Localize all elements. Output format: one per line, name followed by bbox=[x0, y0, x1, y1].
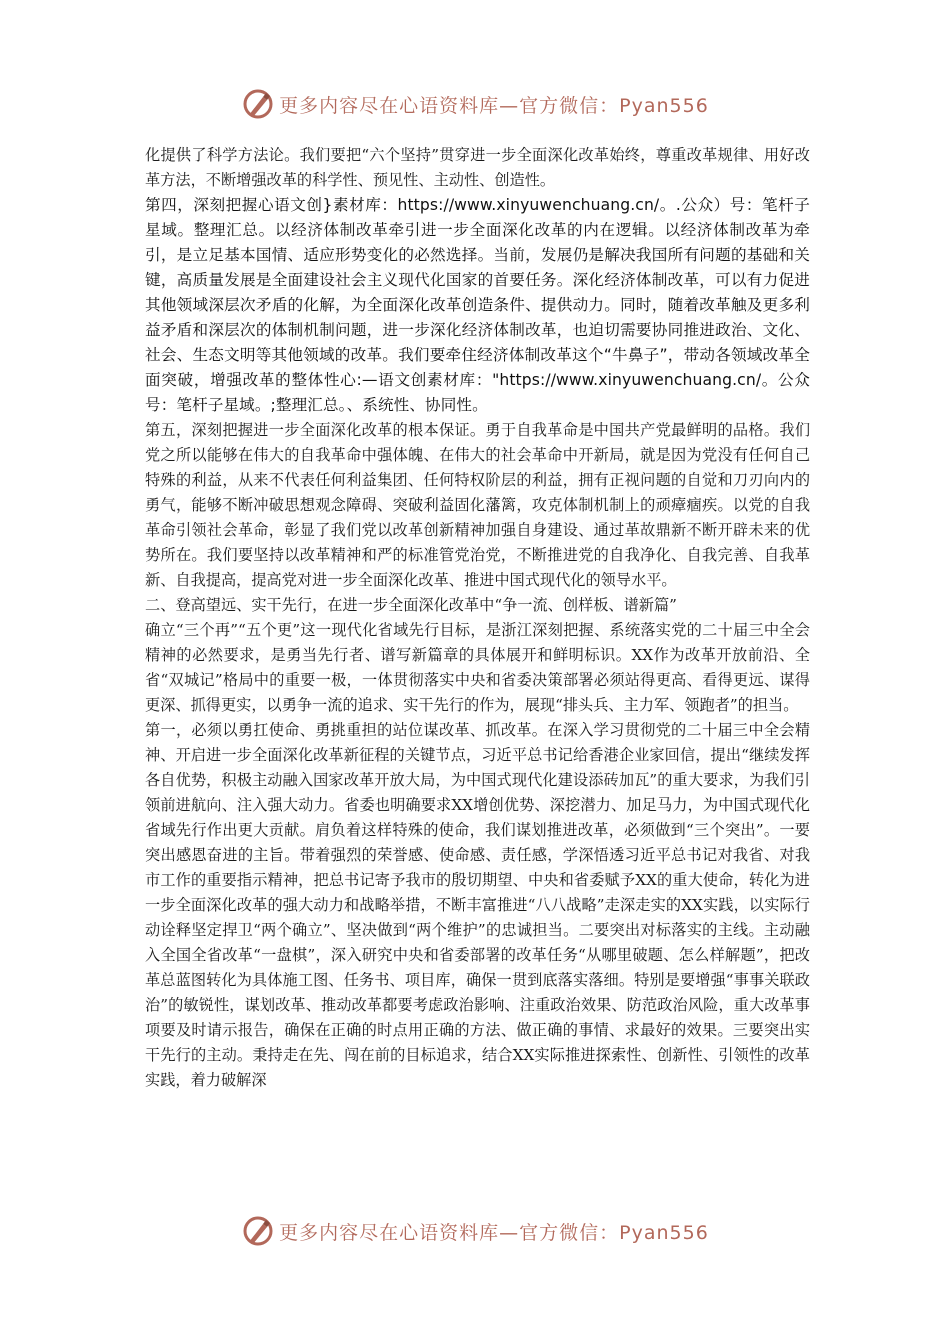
paragraph-3: 第五，深刻把握进一步全面深化改革的根本保证。勇于自我革命是中国共产党最鲜明的品格。我们党之所以能够在伟大的自我革命中强体魄、在伟大的社会革命中开新局，就是因为党没有任何自己特殊的利益，从来不代表任何利益集团、任何特权阶层的利益，拥有正视问题的自觉和刀刃向内的勇气，能够不断冲破思想观念障碍、突破利益固化藩篱，攻克体制机制上的顽瘴痼疾。以党的自我革命引领社会革命，彰显了我们党以改革创新精神加强自身建设、通过革故鼎新不断开辟未来的优势所在。我们要坚持以改革精神和严的标准管党治党，不断推进党的自我净化、自我完善、自我革新、自我提高，提高党对进一步全面深化改革、推进中国式现代化的领导水平。 bbox=[145, 421, 810, 589]
paragraph-4: 确立“三个再”“五个更”这一现代化省域先行目标，是浙江深刻把握、系统落实党的二十届三中全会精神的必然要求，是勇当先行者、谱写新篇章的具体展开和鲜明标识。XX作为改革开放前沿、全省“双城记”格局中的重要一极，一体贯彻落实中央和省委决策部署必须站得更高、看得更远、谋得更深、抓得更实，以勇争一流的追求、实干先行的作为，展现“排头兵、主力军、领跑者”的担当。 bbox=[145, 621, 810, 714]
section-heading: 二、登高望远、实干先行，在进一步全面深化改革中“争一流、创样板、谱新篇” bbox=[145, 596, 677, 614]
pen-logo-icon bbox=[241, 87, 275, 121]
paragraph-2: 第四，深刻把握心语文创}素材库：https://www.xinyuwenchuang.cn/。.公众）号：笔杆子星域。整理汇总。以经济体制改革牵引进一步全面深化改革的内在逻辑。以经济体制改革为牵引，是立足基本国情、适应形势变化的必然选择。当前，发展仍是解决我国所有问题的基础和关键，高质量发展是全面建设社会主义现代化国家的首要任务。深化经济体制改革，可以有力促进其他领域深层次矛盾的化解，为全面深化改革创造条件、提供动力。同时，随着改革触及更多利益矛盾和深层次的体制机制问题，进一步深化经济体制改革，也迫切需要协同推进政治、文化、社会、生态文明等其他领域的改革。我们要牵住经济体制改革这个“牛鼻子”，带动各领域改革全面突破，增强改革的整体性心:—语文创素材库："https://www.xinyuwenchuang.cn/。公众号：笔杆子星域。;整理汇总。、系统性、协同性。 bbox=[145, 196, 810, 414]
header-banner bbox=[0, 84, 950, 124]
document-body bbox=[145, 143, 810, 1093]
paragraph-1: 化提供了科学方法论。我们要把“六个坚持”贯穿进一步全面深化改革始终，尊重改革规律、用好改革方法，不断增强改革的科学性、预见性、主动性、创造性。 bbox=[145, 146, 810, 189]
banner-text: 更多内容尽在心语资料库—官方微信：Pyan556 bbox=[279, 94, 709, 117]
footer-banner bbox=[0, 1211, 950, 1251]
pen-logo-icon bbox=[241, 1214, 275, 1248]
banner-text: 更多内容尽在心语资料库—官方微信：Pyan556 bbox=[279, 1221, 709, 1244]
paragraph-5: 第一，必须以勇扛使命、勇挑重担的站位谋改革、抓改革。在深入学习贯彻党的二十届三中全会精神、开启进一步全面深化改革新征程的关键节点，习近平总书记给香港企业家回信，提出“继续发挥各自优势，积极主动融入国家改革开放大局，为中国式现代化建设添砖加瓦”的重大要求，为我们引领前进航向、注入强大动力。省委也明确要求XX增创优势、深挖潜力、加足马力，为中国式现代化省域先行作出更大贡献。肩负着这样特殊的使命，我们谋划推进改革，必须做到“三个突出”。一要突出感恩奋进的主旨。带着强烈的荣誉感、使命感、责任感，学深悟透习近平总书记对我省、对我市工作的重要指示精神，把总书记寄予我市的殷切期望、中央和省委赋予XX的重大使命，转化为进一步全面深化改革的强大动力和战略举措，不断丰富推进“八八战略”走深走实的XX实践，以实际行动诠释坚定捍卫“两个确立”、坚决做到“两个维护”的忠诚担当。二要突出对标落实的主线。主动融入全国全省改革“一盘棋”，深入研究中央和省委部署的改革任务“从哪里破题、怎么样解题”，把改革总蓝图转化为具体施工图、任务书、项目库，确保一贯到底落实落细。特别是要增强“事事关联政治”的敏锐性，谋划改革、推动改革都要考虑政治影响、注重政治效果、防范政治风险，重大改革事项要及时请示报告，确保在正确的时点用正确的方法、做正确的事情、求最好的效果。三要突出实干先行的主动。秉持走在先、闯在前的目标追求，结合XX实际推进探索性、创新性、引领性的改革实践，着力破解深 bbox=[145, 721, 810, 1089]
